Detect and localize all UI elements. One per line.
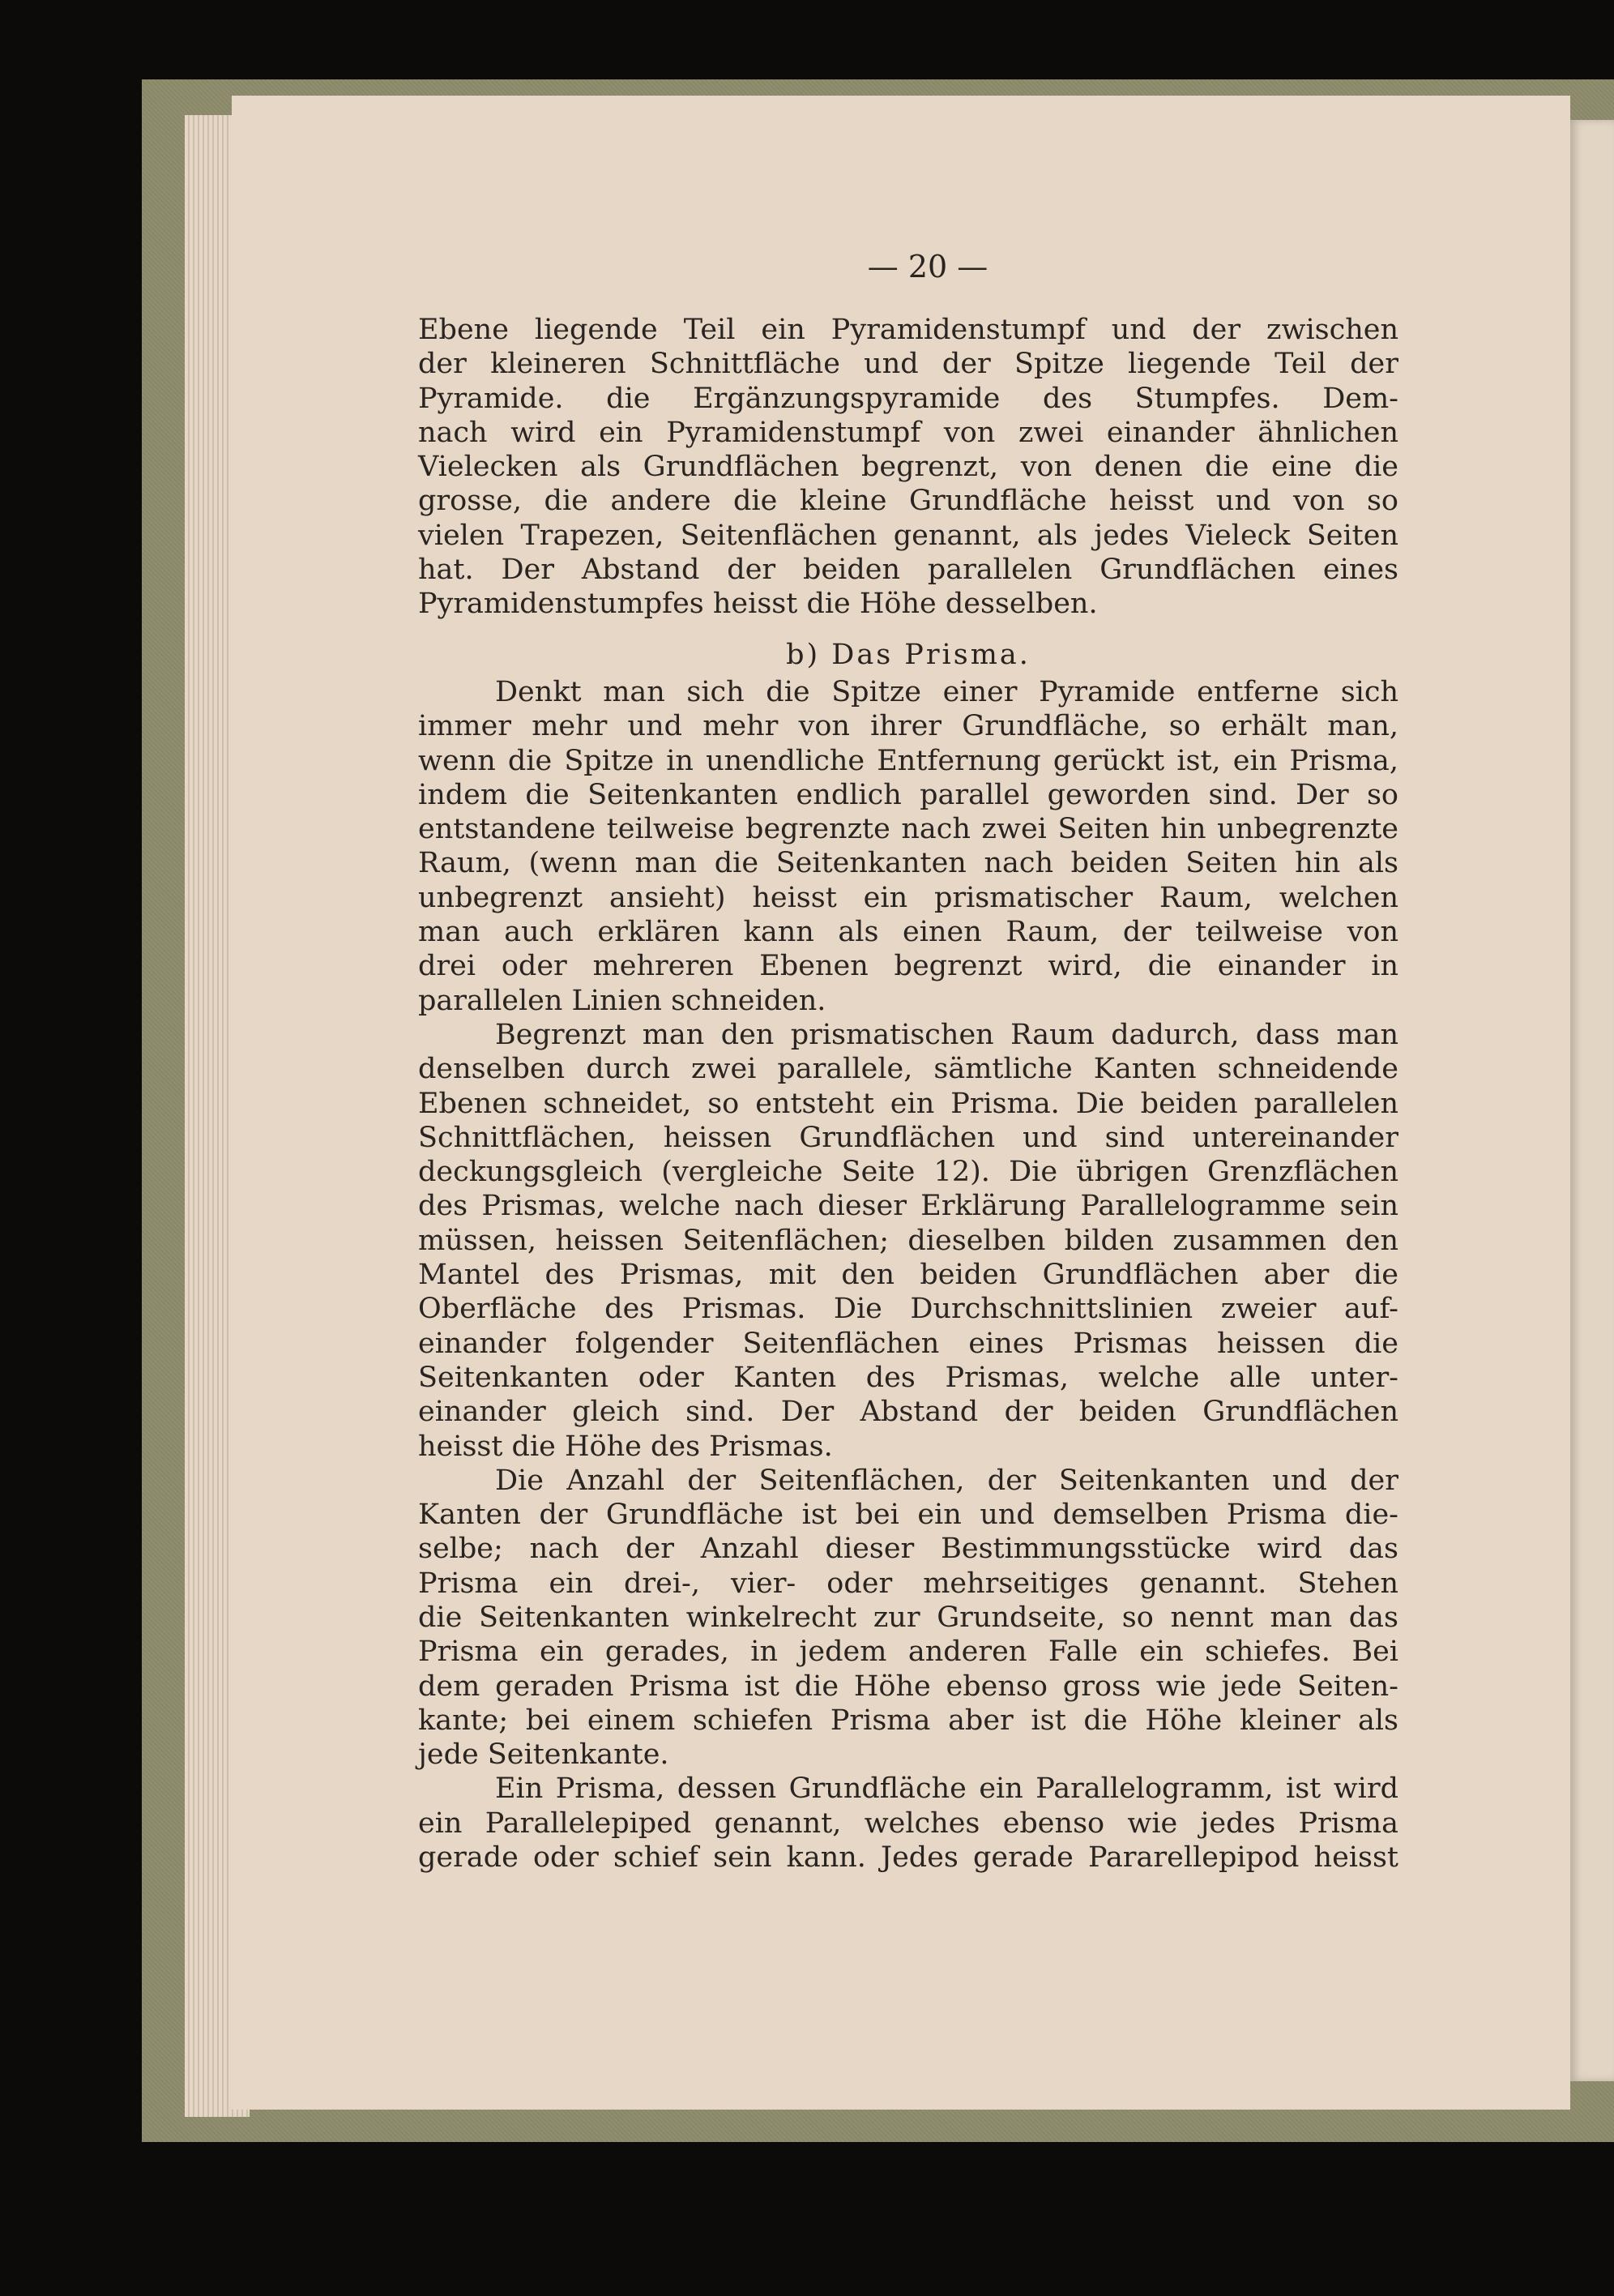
paragraph-prismatic-space (418, 675, 1398, 1018)
paragraph-prism-types (418, 1464, 1398, 1772)
text-line: die Seitenkanten winkelrecht zur Grundseite, so nennt man das (418, 1601, 1398, 1634)
text-line: Prisma ein gerades, in jedem anderen Falle ein schiefes. Bei (418, 1635, 1398, 1669)
text-line: müssen, heissen Seitenflächen; dieselben bilden zusammen den (418, 1224, 1398, 1257)
text-line: drei oder mehreren Ebenen begrenzt wird, die einander in (418, 950, 1398, 983)
text-line: man auch erklären kann als einen Raum, der teilweise von (418, 916, 1398, 949)
page-body (418, 313, 1398, 1875)
text-line: denselben durch zwei parallele, sämtliche Kanten schneidende (418, 1053, 1398, 1086)
paragraph-prism-definition (418, 1018, 1398, 1464)
text-line: Ein Prisma, dessen Grundfläche ein Parallelogramm, ist wird (495, 1772, 1398, 1806)
text-line: Schnittflächen, heissen Grundflächen und sind untereinander (418, 1121, 1398, 1154)
text-line: immer mehr und mehr von ihrer Grundfläche, so erhält man, (418, 710, 1398, 743)
text-line: vielen Trapezen, Seitenflächen genannt, als jedes Vieleck Seiten (418, 519, 1398, 552)
text-line: Vielecken als Grundflächen begrenzt, von denen die eine die (418, 451, 1398, 484)
text-line: wenn die Spitze in unendliche Entfernung gerückt ist, ein Prisma, (418, 744, 1398, 777)
text-line: Mantel des Prismas, mit den beiden Grundflächen aber die (418, 1259, 1398, 1292)
text-line: des Prismas, welche nach dieser Erklärung Parallelogramme sein (418, 1190, 1398, 1223)
text-line: der kleineren Schnittfläche und der Spitze liegende Teil der (418, 348, 1398, 381)
page-number: — 20 — (867, 249, 988, 284)
text-line: nach wird ein Pyramidenstumpf von zwei einander ähnlichen (418, 416, 1398, 449)
text-line: Ebene liegende Teil ein Pyramidenstumpf und der zwischen (418, 314, 1398, 346)
text-line: dem geraden Prisma ist die Höhe ebenso gross wie jede Seiten- (418, 1670, 1398, 1703)
text-line: Prisma ein drei-, vier- oder mehrseitiges genannt. Stehen (418, 1567, 1398, 1600)
text-line: deckungsgleich (vergleiche Seite 12). Die übrigen Grenzflächen (418, 1156, 1398, 1189)
section-heading: b) Das Prisma. (786, 638, 1031, 671)
text-line: einander gleich sind. Der Abstand der beiden Grundflächen (418, 1396, 1398, 1429)
text-line: parallelen Linien schneiden. (418, 984, 826, 1017)
text-line: unbegrenzt ansieht) heisst ein prismatischer Raum, welchen (418, 881, 1398, 914)
facing-page-edge (1570, 120, 1614, 2081)
text-line: entstandene teilweise begrenzte nach zwei Seiten hin unbegrenzte (418, 813, 1398, 846)
text-line: Die Anzahl der Seitenflächen, der Seitenkanten und der (495, 1464, 1398, 1497)
text-line: Pyramide. die Ergänzungspyramide des Stumpfes. Dem- (418, 382, 1398, 415)
text-line: einander folgender Seitenflächen eines Prismas heissen die (418, 1327, 1398, 1360)
text-line: selbe; nach der Anzahl dieser Bestimmungsstücke wird das (418, 1533, 1398, 1566)
text-line: Seitenkanten oder Kanten des Prismas, welche alle unter- (418, 1361, 1398, 1394)
text-line: hat. Der Abstand der beiden parallelen Grundflächen eines (418, 554, 1398, 587)
text-line: Denkt man sich die Spitze einer Pyramide entferne sich (495, 675, 1398, 708)
text-line: grosse, die andere die kleine Grundfläche heisst und von so (418, 485, 1398, 518)
text-line: ein Parallelepiped genannt, welches ebenso wie jedes Prisma (418, 1806, 1398, 1840)
text-line: Begrenzt man den prismatischen Raum dadurch, dass man (495, 1018, 1398, 1051)
text-line: Pyramidenstumpfes heisst die Höhe desselben. (418, 588, 1098, 621)
text-line: indem die Seitenkanten endlich parallel geworden sind. Der so (418, 778, 1398, 811)
paragraph-parallelepiped (418, 1772, 1398, 1875)
text-line: Ebenen schneidet, so entsteht ein Prisma. Die beiden parallelen (418, 1087, 1398, 1120)
text-line: Raum, (wenn man die Seitenkanten nach beiden Seiten hin als (418, 847, 1398, 880)
text-line: heisst die Höhe des Prismas. (418, 1430, 833, 1463)
paragraph-pyramid-frustum (418, 313, 1398, 622)
text-line: gerade oder schief sein kann. Jedes gerade Pararellepipod heisst (418, 1841, 1398, 1875)
text-line: Oberfläche des Prismas. Die Durchschnittslinien zweier auf- (418, 1293, 1398, 1326)
text-line: jede Seitenkante. (418, 1738, 669, 1772)
text-line: Kanten der Grundfläche ist bei ein und demselben Prisma die- (418, 1499, 1398, 1532)
text-line: kante; bei einem schiefen Prisma aber ist die Höhe kleiner als (418, 1704, 1398, 1737)
